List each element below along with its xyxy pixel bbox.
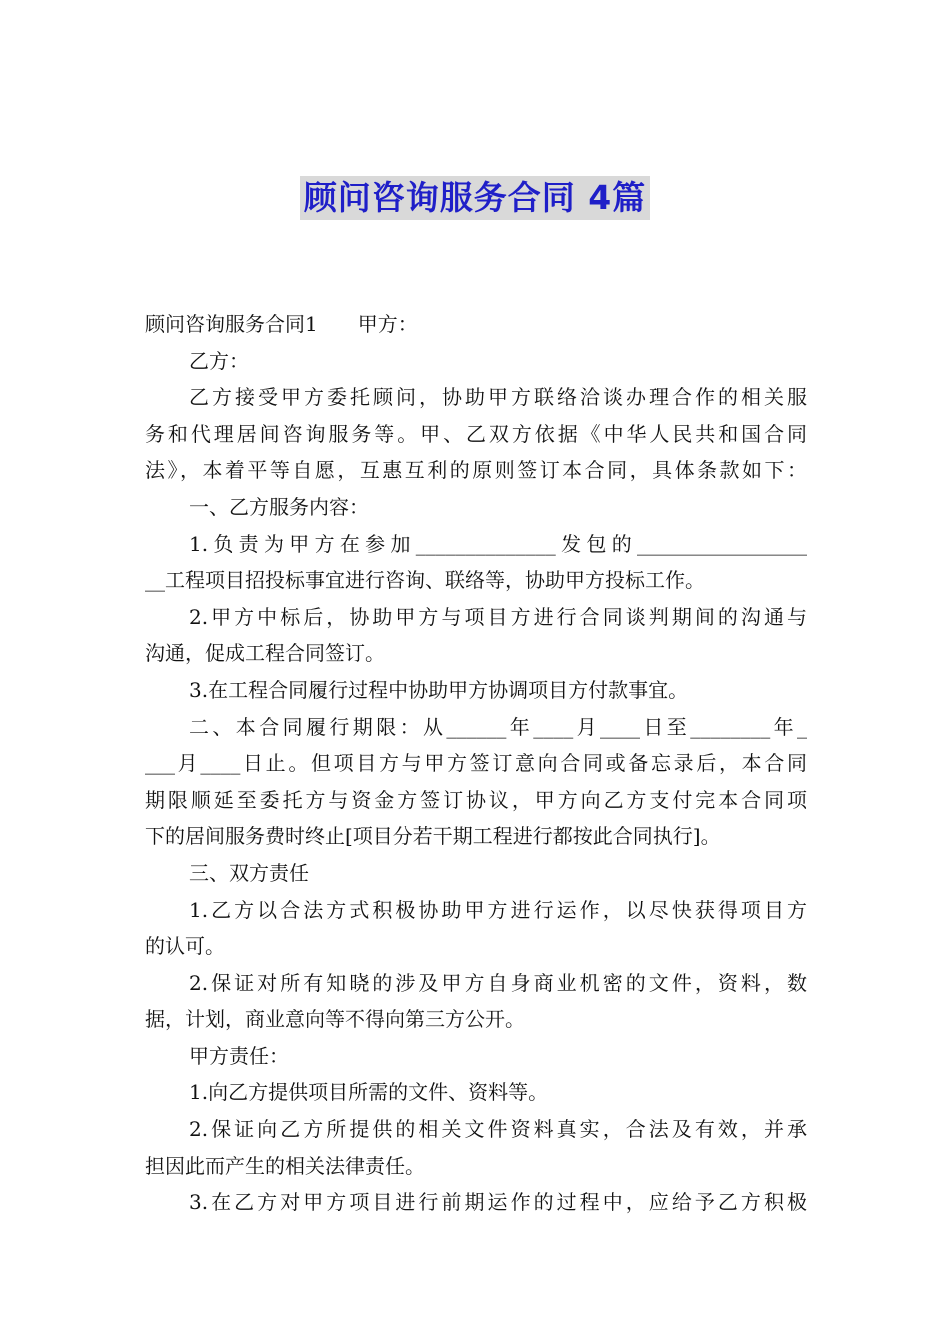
text-line: 下的居间服务费时终止[项目分若干期工程进行都按此合同执行]。 (145, 824, 721, 849)
text-line: 甲方责任： (189, 1043, 289, 1068)
text-line: 沟通，促成工程合同签订。 (145, 641, 385, 666)
text-line: 乙方： (189, 348, 249, 373)
text-line: 1.向乙方提供项目所需的文件、资料等。 (189, 1080, 549, 1105)
text-line: 1.负责为甲方在参加______________发包的_________________ (189, 531, 807, 556)
document-body (145, 306, 807, 1221)
text-line: 2.保证向乙方所提供的相关文件资料真实，合法及有效，并承 (189, 1117, 807, 1142)
text-line: __工程项目招投标事宜进行咨询、联络等，协助甲方投标工作。 (145, 568, 705, 593)
text-line: 乙方接受甲方委托顾问，协助甲方联络洽谈办理合作的相关服 (189, 385, 807, 410)
text-line: 的认可。 (145, 934, 225, 959)
text-line: 3.在工程合同履行过程中协助甲方协调项目方付款事宜。 (189, 677, 689, 702)
text-line: 务和代理居间咨询服务等。甲、乙双方依据《中华人民共和国合同 (145, 421, 807, 446)
text-line: 法》，本着平等自愿，互惠互利的原则签订本合同，具体条款如下： (145, 458, 807, 483)
text-line: 三、双方责任 (189, 860, 309, 885)
text-line: 期限顺延至委托方与资金方签订协议，甲方向乙方支付完本合同项 (145, 787, 807, 812)
document-title: 顾问咨询服务合同 4篇 (300, 176, 650, 220)
title-container (0, 176, 950, 220)
text-line: 2.保证对所有知晓的涉及甲方自身商业机密的文件，资料，数 (189, 970, 807, 995)
text-line: 2.甲方中标后，协助甲方与项目方进行合同谈判期间的沟通与 (189, 604, 807, 629)
text-line: 顾问咨询服务合同1 甲方： (145, 312, 418, 336)
text-line: 一、乙方服务内容： (189, 494, 369, 519)
text-line: ___月____日止。但项目方与甲方签订意向合同或备忘录后，本合同 (145, 751, 807, 776)
text-line: 3.在乙方对甲方项目进行前期运作的过程中，应给予乙方积极 (189, 1190, 807, 1215)
text-line: 据，计划，商业意向等不得向第三方公开。 (145, 1007, 525, 1032)
text-line: 1.乙方以合法方式积极协助甲方进行运作，以尽快获得项目方 (189, 897, 807, 922)
text-line: 二、本合同履行期限：从______年____月____日至________年_ (189, 714, 807, 739)
text-line: 担因此而产生的相关法律责任。 (145, 1153, 425, 1178)
